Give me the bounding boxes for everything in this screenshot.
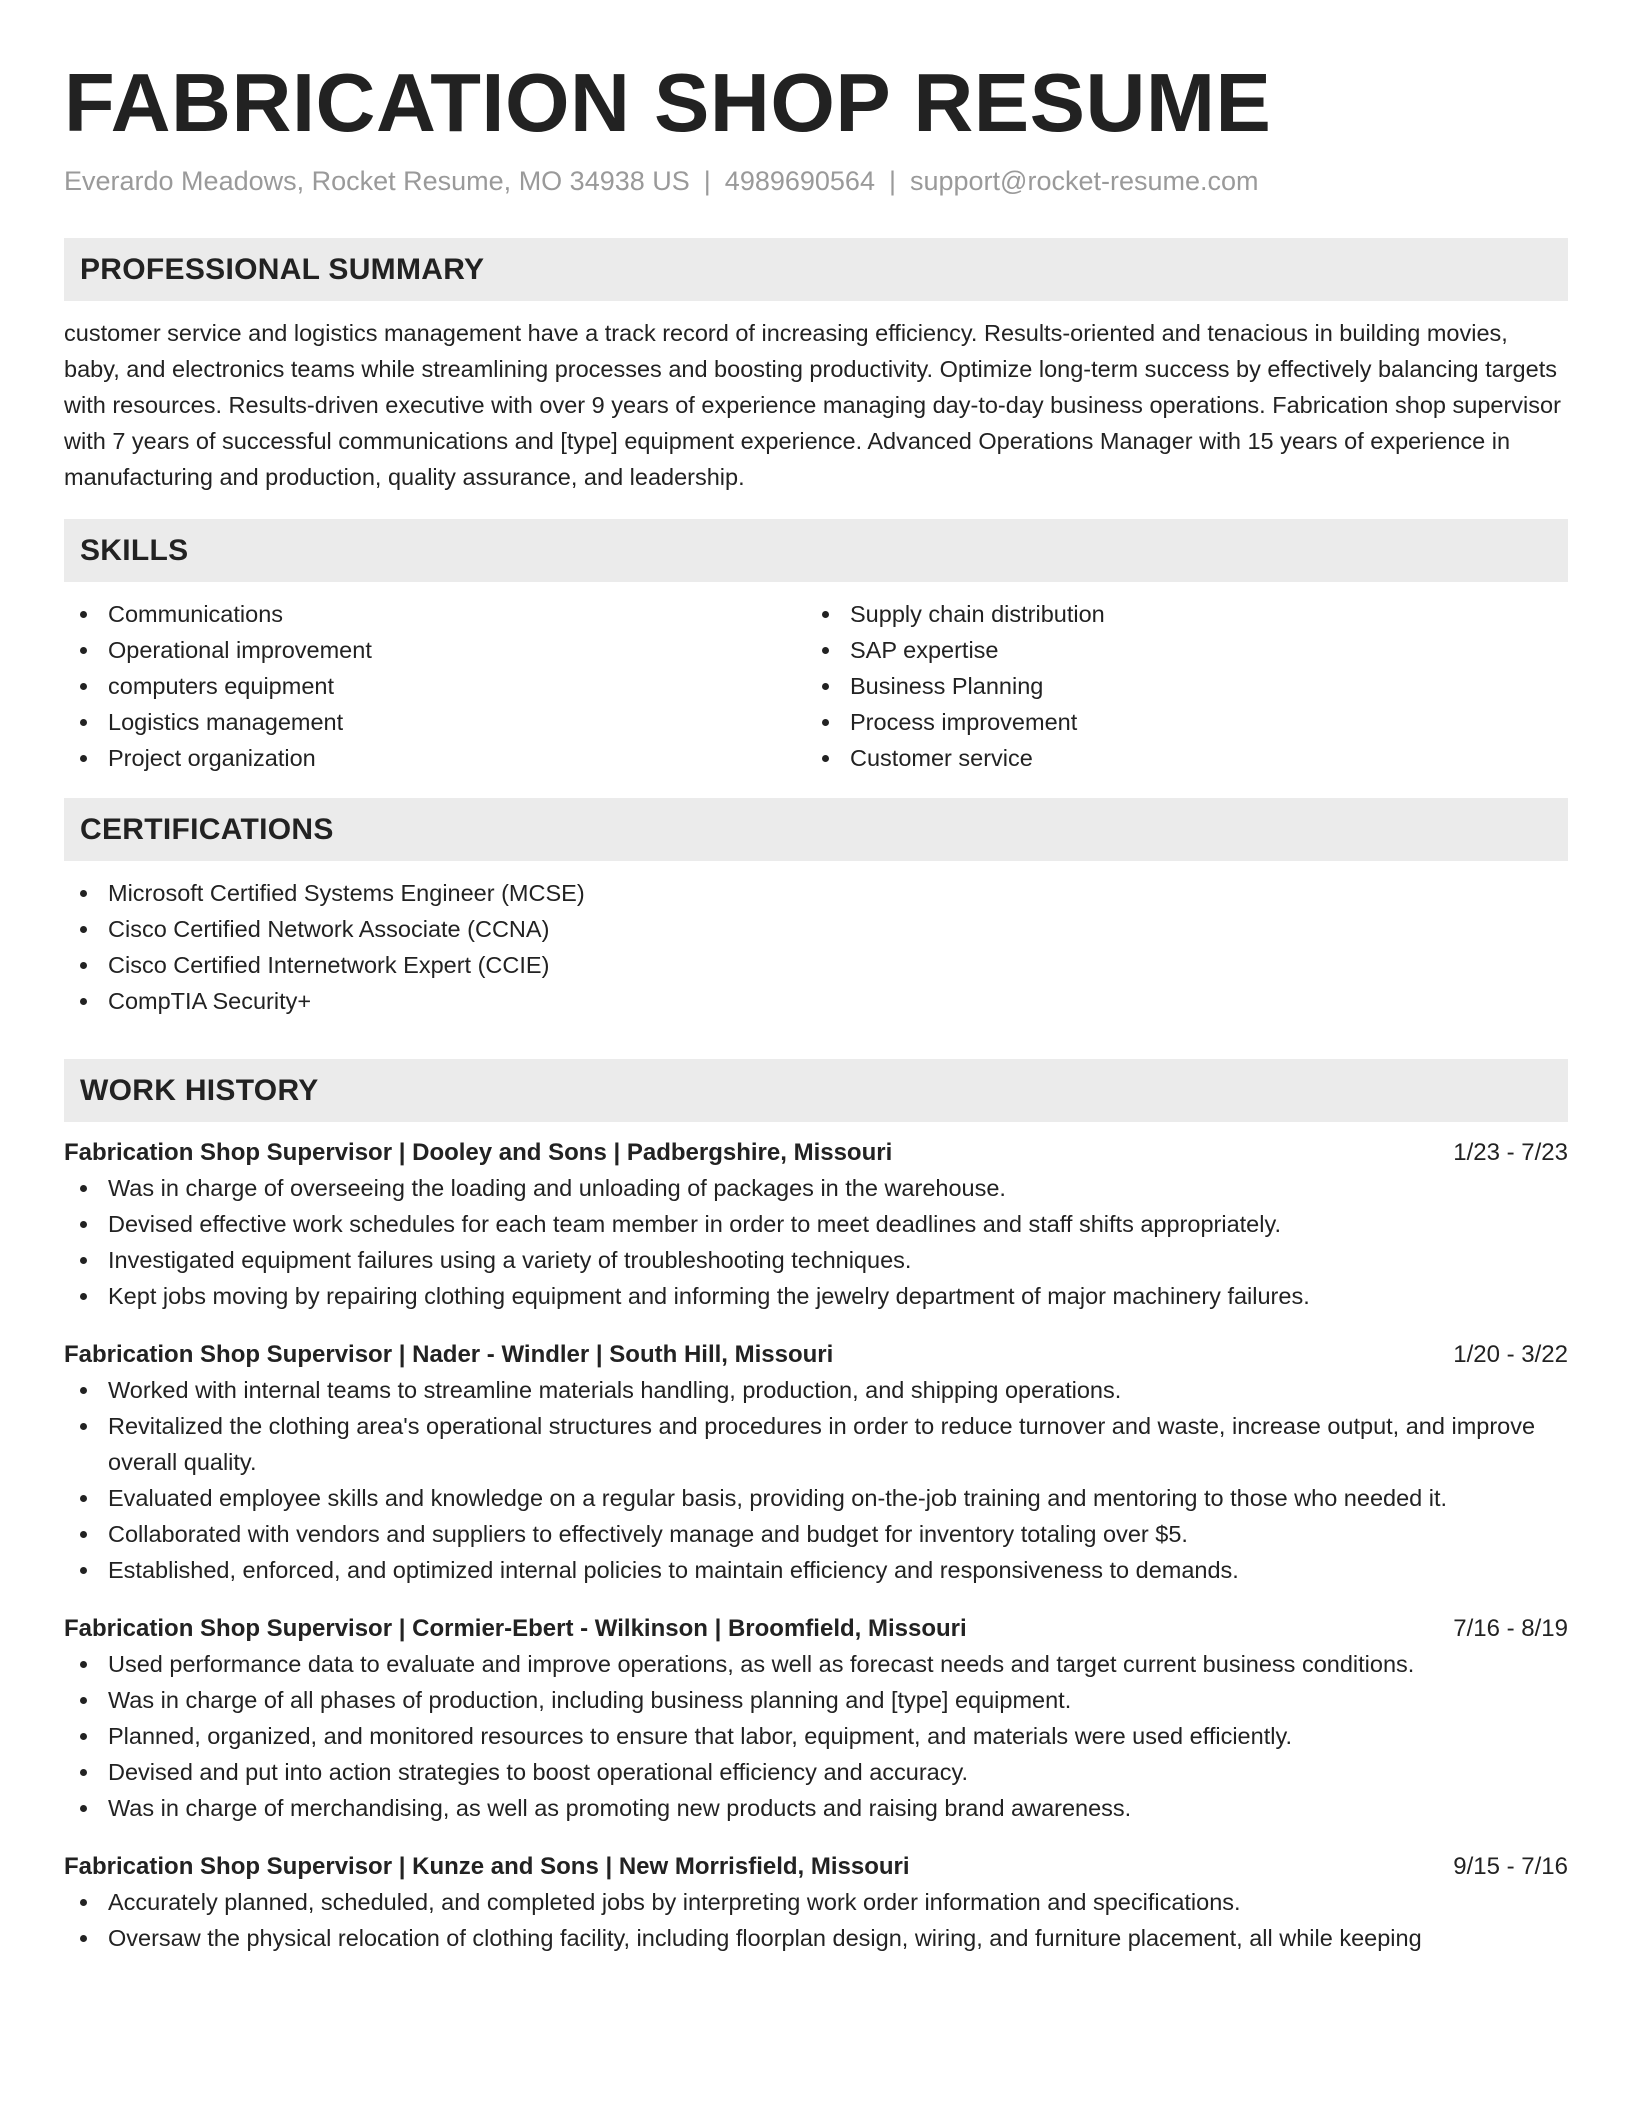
certifications-list [64,875,1568,1019]
skill-item: Process improvement [806,704,1548,740]
job-bullet: Was in charge of overseeing the loading and unloading of packages in the warehouse. [64,1170,1568,1206]
certification-item: Cisco Certified Network Associate (CCNA) [64,911,1568,947]
skills-list-left [64,596,806,776]
certification-item: Microsoft Certified Systems Engineer (MCSE) [64,875,1568,911]
skill-item: Customer service [806,740,1548,776]
contact-address: Everardo Meadows, Rocket Resume, MO 34938 US [64,166,690,196]
contact-line [64,164,1568,198]
job-bullet: Kept jobs moving by repairing clothing equipment and informing the jewelry department of major machinery failures. [64,1278,1568,1314]
job-bullet: Was in charge of all phases of production, including business planning and [type] equipment. [64,1682,1568,1718]
resume-title: FABRICATION SHOP RESUME [64,56,1272,149]
job-bullet: Established, enforced, and optimized internal policies to maintain efficiency and responsiveness to demands. [64,1552,1568,1588]
job-title: Fabrication Shop Supervisor | Kunze and Sons | New Morrisfield, Missouri [64,1853,910,1880]
job-entry [64,1612,1568,1826]
job-bullet: Revitalized the clothing area's operational structures and procedures in order to reduce turnover and waste, increase output, and improve overall quality. [64,1408,1568,1480]
certification-item: CompTIA Security+ [64,983,1568,1019]
job-entry [64,1136,1568,1314]
skill-item: Supply chain distribution [806,596,1548,632]
job-bullets [64,1170,1568,1314]
job-header [64,1338,1568,1372]
job-title: Fabrication Shop Supervisor | Cormier-Ebert - Wilkinson | Broomfield, Missouri [64,1615,967,1642]
job-dates: 9/15 - 7/16 [1453,1853,1568,1880]
job-header [64,1612,1568,1646]
skill-item: Operational improvement [64,632,806,668]
job-header [64,1850,1568,1884]
contact-separator: | [703,166,711,196]
job-bullet: Oversaw the physical relocation of clothing facility, including floorplan design, wiring, and furniture placement, all while keeping [64,1920,1568,1956]
skill-item: SAP expertise [806,632,1548,668]
job-bullets [64,1646,1568,1826]
contact-separator: | [888,166,896,196]
job-bullets [64,1372,1568,1588]
skill-item: computers equipment [64,668,806,704]
summary-text: customer service and logistics management have a track record of increasing efficiency. Results-oriented and tenacious in building movies, baby, and electronics teams while streamlining processes and boosting productivity. Optimize long-term success by effectively balancing targets with resources. Results-driven executive with over 9 years of experience managing day-to-day business operations. Fabrication shop supervisor with 7 years of successful communications and [type] equipment experience. Advanced Operations Manager with 15 years of experience in manufacturing and production, quality assurance, and leadership. [64,320,1561,490]
skill-item: Communications [64,596,806,632]
skills-list-right [806,596,1548,776]
job-bullet: Used performance data to evaluate and improve operations, as well as forecast needs and target current business conditions. [64,1646,1568,1682]
job-title: Fabrication Shop Supervisor | Dooley and Sons | Padbergshire, Missouri [64,1139,893,1166]
resume-page [64,58,1568,1956]
certifications-section [64,798,1568,1019]
certifications-heading: CERTIFICATIONS [64,798,1568,861]
job-dates: 7/16 - 8/19 [1453,1615,1568,1642]
skills-heading: SKILLS [64,519,1568,582]
work-history-heading: WORK HISTORY [64,1059,1568,1122]
skills-section [64,519,1568,776]
job-bullets [64,1884,1568,1956]
job-entry [64,1338,1568,1588]
job-bullet: Devised and put into action strategies to boost operational efficiency and accuracy. [64,1754,1568,1790]
job-bullet: Collaborated with vendors and suppliers to effectively manage and budget for inventory totaling over $5. [64,1516,1568,1552]
job-header [64,1136,1568,1170]
job-bullet: Investigated equipment failures using a variety of troubleshooting techniques. [64,1242,1568,1278]
job-bullet: Accurately planned, scheduled, and completed jobs by interpreting work order information and specifications. [64,1884,1568,1920]
contact-phone: 4989690564 [724,166,875,196]
skill-item: Logistics management [64,704,806,740]
job-bullet: Devised effective work schedules for each team member in order to meet deadlines and staff shifts appropriately. [64,1206,1568,1242]
job-bullet: Was in charge of merchandising, as well as promoting new products and raising brand awareness. [64,1790,1568,1826]
contact-email: support@rocket-resume.com [909,166,1259,196]
job-dates: 1/20 - 3/22 [1453,1341,1568,1368]
skill-item: Project organization [64,740,806,776]
job-bullet: Evaluated employee skills and knowledge on a regular basis, providing on-the-job training and mentoring to those who needed it. [64,1480,1568,1516]
job-bullet: Worked with internal teams to streamline materials handling, production, and shipping operations. [64,1372,1568,1408]
job-dates: 1/23 - 7/23 [1453,1139,1568,1166]
skills-grid [64,596,1568,776]
certification-item: Cisco Certified Internetwork Expert (CCIE) [64,947,1568,983]
work-history-section [64,1059,1568,1956]
job-bullet: Planned, organized, and monitored resources to ensure that labor, equipment, and materials were used efficiently. [64,1718,1568,1754]
skill-item: Business Planning [806,668,1548,704]
summary-section [64,238,1568,495]
job-title: Fabrication Shop Supervisor | Nader - Windler | South Hill, Missouri [64,1341,834,1368]
summary-heading: PROFESSIONAL SUMMARY [64,238,1568,301]
job-entry [64,1850,1568,1956]
